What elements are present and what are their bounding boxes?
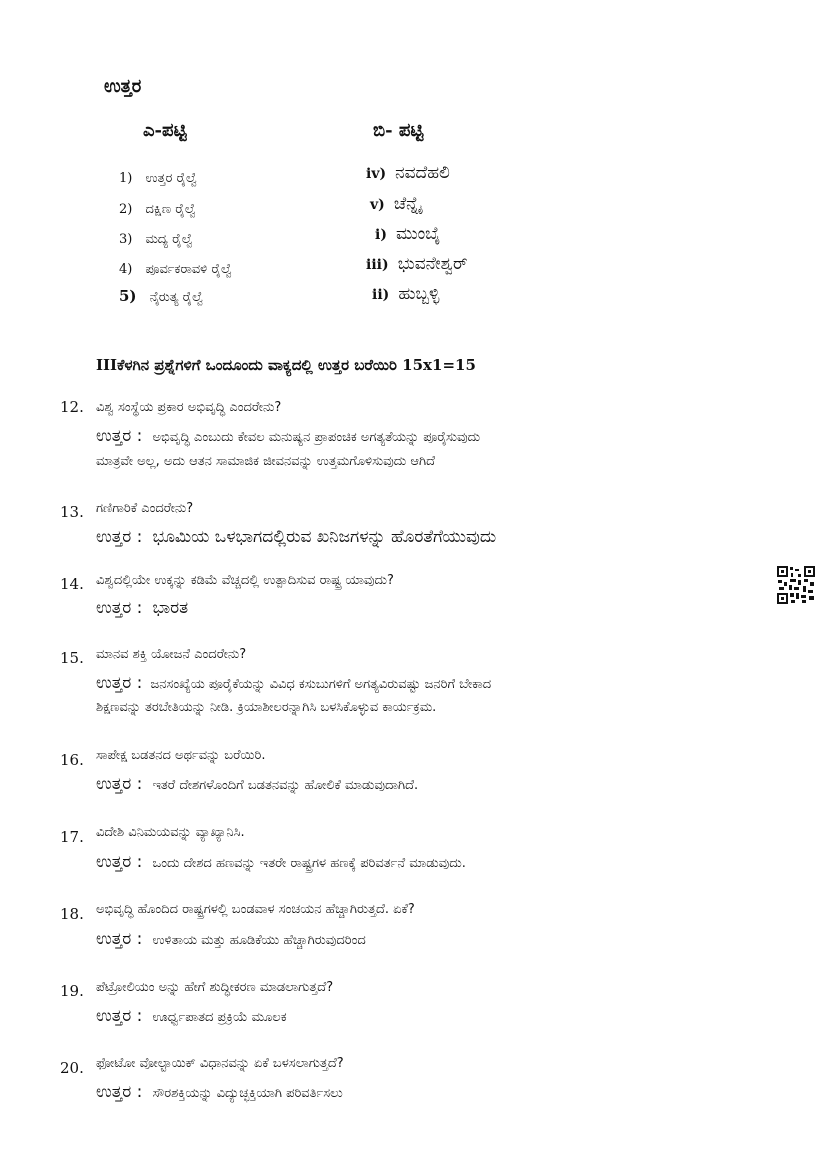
question-text: ಫೋಟೋ ವೋಲ್ಟಾಯಿಕ್ ವಿಧಾನವನ್ನು ಏಕೆ ಬಳಸಲಾಗುತ್ತದೆ?: [96, 1056, 344, 1071]
question-text: ಪೆಟ್ರೋಲಿಯಂ ಅನ್ನು ಹೇಗೆ ಶುದ್ಧೀಕರಣ ಮಾಡಲಾಗುತ್ತದೆ?: [96, 980, 334, 995]
match-row-b: [366, 254, 468, 274]
qr-code-icon: [776, 565, 816, 605]
section-heading: IIIಕೆಳಗಿನ ಪ್ರಶ್ನೆಗಳಿಗೆ ಒಂದೂಂದು ವಾಕ್ಯದಲ್ಲಿ ಉತ್ತರ ಬರೆಯಿರಿ 15x1=15: [96, 356, 476, 374]
question-text: ಸಾಪೇಕ್ಷ ಬಡತನದ ಅರ್ಥವನ್ನು ಬರೆಯಿರಿ.: [96, 748, 266, 763]
answer-text: ಊರ್ಧ್ವಪಾತದ ಪ್ರಕ್ರಿಯೆ ಮೂಲಕ: [152, 1010, 287, 1025]
match-row-number: 3): [119, 232, 133, 247]
match-column-b-item: ಚೆನ್ನೈ: [393, 194, 422, 214]
question-number: 12.: [60, 398, 84, 416]
match-column-a-item: ಮದ್ಯ ರೈಲ್ವೆ: [145, 232, 193, 247]
answer-label: ಉತ್ತರ :: [96, 673, 143, 693]
answer-label: ಉತ್ತರ :: [96, 929, 143, 949]
answer-text: ಭೂಮಿಯ ಒಳಭಾಗದಲ್ಲಿರುವ ಖನಿಜಗಳನ್ನು ಹೊರತೆಗೆಯುವುದು: [152, 527, 497, 547]
match-column-a-item: ದಕ್ಷಿಣ ರೈಲ್ವೆ: [145, 202, 197, 217]
answer-text: ಉಳಿತಾಯ ಮತ್ತು ಹೂಡಿಕೆಯು ಹೆಚ್ಚಾಗಿರುವುದರಿಂದ: [152, 933, 366, 948]
column-b-title: ಬಿ- ಪಟ್ಟಿ: [373, 120, 424, 141]
answer-label: ಉತ್ತರ :: [96, 852, 143, 872]
match-row: [119, 258, 232, 277]
match-row: [119, 198, 196, 217]
match-row-b: [372, 284, 439, 304]
answer-text: ಭಾರತ: [152, 598, 189, 618]
match-row-b: [366, 163, 450, 183]
question-number: 14.: [60, 575, 84, 593]
question-text: ವಿದೇಶಿ ವಿನಿಮಯವನ್ನು ವ್ಯಾಖ್ಯಾನಿಸಿ.: [96, 825, 245, 840]
answer-line: [96, 598, 188, 618]
question-number: 20.: [60, 1059, 84, 1077]
answer-line: [96, 929, 366, 949]
match-column-a-item: ಪೂರ್ವಕರಾವಳಿ ರೈಲ್ವೆ: [145, 262, 233, 277]
answer-line: [96, 673, 491, 693]
match-column-b-item: ನವದೆಹಲಿ: [395, 163, 450, 183]
question-text: ಅಭಿವೃದ್ಧಿ ಹೊಂದಿದ ರಾಷ್ಟ್ರಗಳಲ್ಲಿ ಬಂಡವಾಳ ಸಂಚಯನ ಹೆಚ್ಚಾಗಿರುತ್ತದೆ. ಏಕೆ?: [96, 902, 415, 917]
answer-text: ಮಾತ್ರವೇ ಅಲ್ಲ, ಅದು ಆತನ ಸಾಮಾಜಿಕ ಜೀವನವನ್ನು ಉತ್ತಮಗೊಳಿಸುವುದು ಆಗಿದೆ: [96, 454, 436, 469]
question-text: ವಿಶ್ವ ಸಂಸ್ಥೆಯ ಪ್ರಕಾರ ಅಭಿವೃದ್ಧಿ ಎಂದರೇನು?: [96, 400, 282, 415]
answer-text: ಜನಸಂಖ್ಯೆಯ ಪೂರೈಕೆಯನ್ನು ವಿವಿಧ ಕಸುಬುಗಳಿಗೆ ಅಗತ್ಯವಿರುವಷ್ಟು ಜನರಿಗೆ ಬೇಕಾದ: [150, 677, 492, 692]
question-number: 18.: [60, 905, 84, 923]
question-number: 15.: [60, 649, 84, 667]
match-column-b-item: ಭುವನೇಶ್ವರ್: [397, 254, 468, 274]
match-row-number: 1): [119, 171, 133, 186]
match-row-number: 5): [119, 287, 137, 305]
match-column-b-item: ಹುಬ್ಬಳ್ಳಿ: [398, 284, 440, 304]
answer-text: ಒಂದು ದೇಶದ ಹಣವನ್ನು ಇತರೇ ರಾಷ್ಟ್ರಗಳ ಹಣಕ್ಕೆ ಪರಿವರ್ತನೆ ಮಾಡುವುದು.: [152, 856, 466, 871]
match-row-b: [375, 224, 440, 244]
answer-line: [96, 1082, 343, 1102]
match-b-number: iii): [366, 257, 389, 273]
match-b-number: ii): [372, 287, 390, 303]
answer-text: ಶಿಕ್ಷಣವನ್ನು ತರಬೇತಿಯನ್ನು ನೀಡಿ. ಕ್ರಿಯಾಶೀಲರನ್ನಾಗಿಸಿ ಬಳಸಿಕೊಳ್ಳುವ ಕಾರ್ಯಕ್ರಮ.: [96, 700, 437, 715]
match-row: [119, 167, 197, 186]
match-column-a-item: ನೈರುತ್ಯ ರೈಲ್ವೆ: [149, 290, 204, 305]
question-number: 19.: [60, 982, 84, 1000]
answer-heading: ಉತ್ತರ: [104, 76, 142, 97]
match-row: [119, 228, 193, 247]
question-number: 13.: [60, 503, 84, 521]
answer-text: ಇತರೆ ದೇಶಗಳೊಂದಿಗೆ ಬಡತನವನ್ನು ಹೋಲಿಕೆ ಮಾಡುವುದಾಗಿದೆ.: [152, 778, 419, 793]
answer-line: [96, 852, 466, 872]
match-column-a-item: ಉತ್ತರ ರೈಲ್ವೆ: [145, 171, 198, 186]
answer-label: ಉತ್ತರ :: [96, 426, 143, 446]
answer-label: ಉತ್ತರ :: [96, 774, 143, 794]
answer-line: [96, 426, 480, 446]
question-text: ವಿಶ್ವದಲ್ಲಿಯೇ ಉಕ್ಕನ್ನು ಕಡಿಮೆ ವೆಚ್ಚದಲ್ಲಿ ಉತ್ಪಾದಿಸುವ ರಾಷ್ಟ್ರ ಯಾವುದು?: [96, 573, 394, 588]
answer-line: [96, 774, 418, 794]
answer-label: ಉತ್ತರ :: [96, 527, 143, 547]
match-row-number: 4): [119, 262, 133, 277]
answer-label: ಉತ್ತರ :: [96, 598, 143, 618]
question-text: ಮಾನವ ಶಕ್ತಿ ಯೋಜನೆ ಎಂದರೇನು?: [96, 647, 247, 662]
match-row: [119, 286, 203, 305]
match-row-b: [370, 194, 421, 214]
answer-label: ಉತ್ತರ :: [96, 1006, 143, 1026]
question-text: ಗಣಿಗಾರಿಕೆ ಎಂದರೇನು?: [96, 501, 194, 516]
answer-text: ಅಭಿವೃದ್ಧಿ ಎಂಬುದು ಕೇವಲ ಮನುಷ್ಯನ ಪ್ರಾಪಂಚಿಕ ಅಗತ್ಯತೆಯನ್ನು ಪೂರೈಸುವುದು: [152, 430, 481, 445]
match-b-number: iv): [366, 166, 387, 182]
answer-line: [96, 1006, 287, 1026]
answer-line: [96, 527, 496, 547]
match-row-number: 2): [119, 202, 133, 217]
question-number: 17.: [60, 828, 84, 846]
match-column-b-item: ಮುಂಬೈ: [396, 224, 441, 244]
match-b-number: v): [370, 197, 385, 213]
match-b-number: i): [375, 227, 387, 243]
question-number: 16.: [60, 751, 84, 769]
answer-text: ಸೌರಶಕ್ತಿಯನ್ನು ವಿದ್ಯುಚ್ಛಕ್ತಿಯಾಗಿ ಪರಿವರ್ತಿಸಲು: [152, 1086, 343, 1101]
answer-label: ಉತ್ತರ :: [96, 1082, 143, 1102]
column-a-title: ಎ-ಪಟ್ಟಿ: [143, 120, 187, 141]
